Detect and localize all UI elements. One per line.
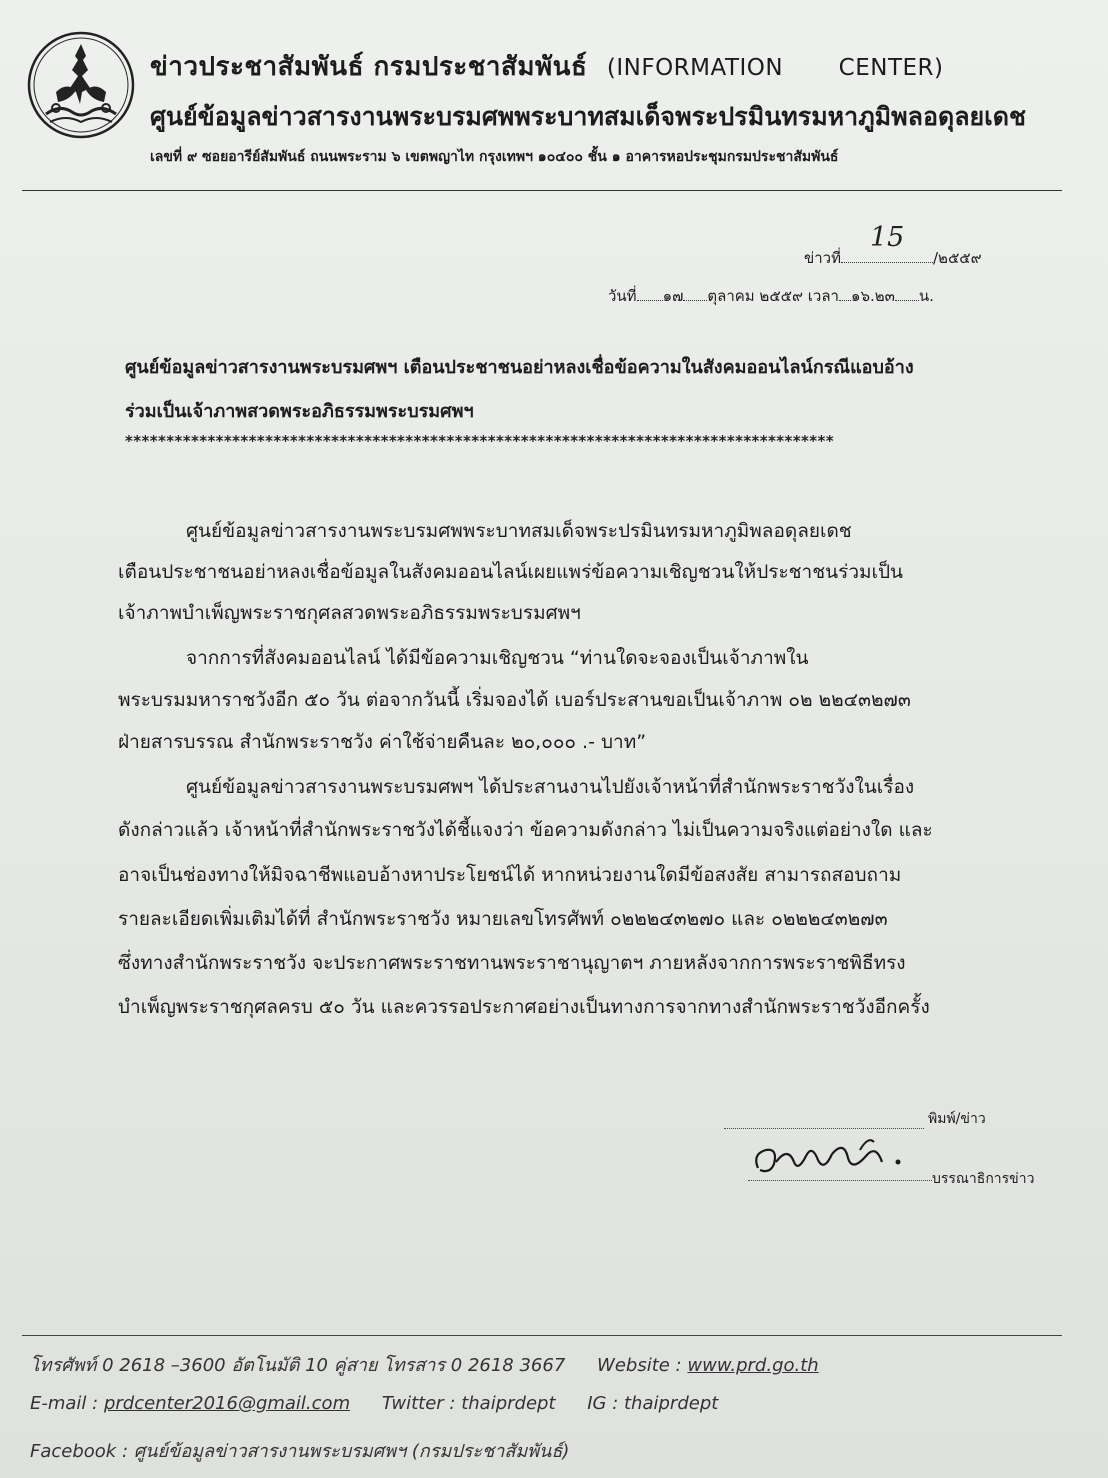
news-number-label: ข่าวที่ bbox=[804, 249, 841, 267]
date-month-year: ตุลาคม ๒๕๕๙ bbox=[707, 287, 804, 305]
headline-line-2: ร่วมเป็นเจ้าภาพสวดพระอภิธรรมพระบรมศพฯ bbox=[125, 401, 474, 422]
time-value: ๑๖.๒๓ bbox=[850, 287, 895, 305]
headline-separator: ************************************************************************************** bbox=[125, 432, 835, 450]
news-number-handwritten: 15 bbox=[870, 222, 905, 253]
body-line: เตือนประชาชนอย่าหลงเชื่อข้อมูลในสังคมออนไลน์เผยแพร่ข้อความเชิญชวนให้ประชาชนร่วมเป็น bbox=[118, 561, 904, 583]
footer-social-row bbox=[30, 1393, 718, 1414]
body-line: ซึ่งทางสำนักพระราชวัง จะประกาศพระราชทานพระราชานุญาตฯ ภายหลังจากการพระราชพิธีทรง bbox=[118, 952, 906, 974]
footer-website-link[interactable]: www.prd.go.th bbox=[687, 1355, 819, 1376]
header-title-en-2: CENTER) bbox=[838, 55, 944, 81]
time-unit: น. bbox=[918, 287, 934, 305]
typist-label: พิมพ์/ข่าว bbox=[928, 1111, 986, 1127]
footer-email-link[interactable]: prdcenter2016@gmail.com bbox=[103, 1393, 351, 1414]
body-line: จากการที่สังคมออนไลน์ ได้มีข้อความเชิญชวน “ท่านใดจะจองเป็นเจ้าภาพใน bbox=[186, 647, 809, 669]
news-number-year: /๒๕๕๙ bbox=[933, 249, 982, 267]
footer-phone: โทรศัพท์ 0 2618 –3600 อัตโนมัติ 10 คู่สาย โทรสาร 0 2618 3667 bbox=[30, 1355, 566, 1376]
time-label: เวลา bbox=[807, 287, 839, 305]
body-line: บำเพ็ญพระราชกุศลครบ ๕๐ วัน และควรรอประกาศอย่างเป็นทางการจากทางสำนักพระราชวังอีกครั้ง bbox=[118, 996, 930, 1018]
footer-facebook: Facebook : ศูนย์ข้อมูลข่าวสารงานพระบรมศพฯ (กรมประชาสัมพันธ์) bbox=[30, 1441, 570, 1462]
date-label: วันที่ bbox=[608, 287, 637, 305]
editor-signature-line bbox=[748, 1180, 932, 1181]
footer-contact-row bbox=[30, 1350, 819, 1379]
body-line: เจ้าภาพบำเพ็ญพระราชกุศลสวดพระอภิธรรมพระบรมศพฯ bbox=[118, 602, 581, 624]
body-line: อาจเป็นช่องทางให้มิจฉาชีพแอบอ้างหาประโยชน์ได้ หากหน่วยงานใดมีข้อสงสัย สามารถสอบถาม bbox=[118, 864, 902, 886]
header-title bbox=[150, 46, 944, 87]
body-line: ดังกล่าวแล้ว เจ้าหน้าที่สำนักพระราชวังได้ชี้แจงว่า ข้อความดังกล่าว ไม่เป็นความจริงแต่อย่างใด และ bbox=[118, 819, 933, 841]
header-address: เลขที่ ๙ ซอยอารีย์สัมพันธ์ ถนนพระราม ๖ เขตพญาไท กรุงเทพฯ ๑๐๔๐๐ ชั้น ๑ อาคารหอประชุมกรมประชาสัมพันธ์ bbox=[150, 149, 839, 165]
typist-signature-line bbox=[724, 1128, 924, 1129]
body-line: ศูนย์ข้อมูลข่าวสารงานพระบรมศพฯ ได้ประสานงานไปยังเจ้าหน้าที่สำนักพระราชวังในเรื่อง bbox=[186, 776, 915, 798]
body-line: ฝ่ายสารบรรณ สำนักพระราชวัง ค่าใช้จ่ายคืนละ ๒๐,๐๐๐ .- บาท” bbox=[118, 731, 647, 753]
prd-emblem-logo bbox=[26, 30, 136, 140]
header-title-thai: ข่าวประชาสัมพันธ์ กรมประชาสัมพันธ์ bbox=[150, 52, 588, 82]
header-title-en-1: (INFORMATION bbox=[606, 55, 784, 81]
date-time-row bbox=[608, 284, 934, 308]
header-subtitle: ศูนย์ข้อมูลข่าวสารงานพระบรมศพพระบาทสมเด็จพระปรมินทรมหาภูมิพลอดุลยเดช bbox=[150, 102, 1026, 131]
body-line: พระบรมมหาราชวังอีก ๕๐ วัน ต่อจากวันนี้ เริ่มจองได้ เบอร์ประสานขอเป็นเจ้าภาพ ๐๒ ๒๒๔๓๒๗๓ bbox=[118, 689, 911, 711]
footer-twitter: Twitter : thaiprdept bbox=[381, 1393, 556, 1414]
footer-email-label: E-mail : bbox=[30, 1393, 99, 1414]
footer-website-label: Website : bbox=[597, 1355, 682, 1376]
footer-divider bbox=[22, 1335, 1062, 1336]
header-divider bbox=[22, 190, 1062, 191]
editor-signature bbox=[748, 1132, 918, 1184]
body-line: ศูนย์ข้อมูลข่าวสารงานพระบรมศพพระบาทสมเด็จพระปรมินทรมหาภูมิพลอดุลยเดช bbox=[186, 520, 852, 542]
date-day: ๑๗ bbox=[662, 287, 684, 305]
editor-label: บรรณาธิการข่าว bbox=[932, 1171, 1035, 1187]
headline-line-1: ศูนย์ข้อมูลข่าวสารงานพระบรมศพฯ เตือนประชาชนอย่าหลงเชื่อข้อความในสังคมออนไลน์กรณีแอบอ้าง bbox=[125, 357, 914, 378]
footer-ig: IG : thaiprdept bbox=[587, 1393, 719, 1414]
body-line: รายละเอียดเพิ่มเติมได้ที่ สำนักพระราชวัง หมายเลขโทรศัพท์ ๐๒๒๒๔๓๒๗๐ และ ๐๒๒๒๔๓๒๗๓ bbox=[118, 908, 888, 930]
